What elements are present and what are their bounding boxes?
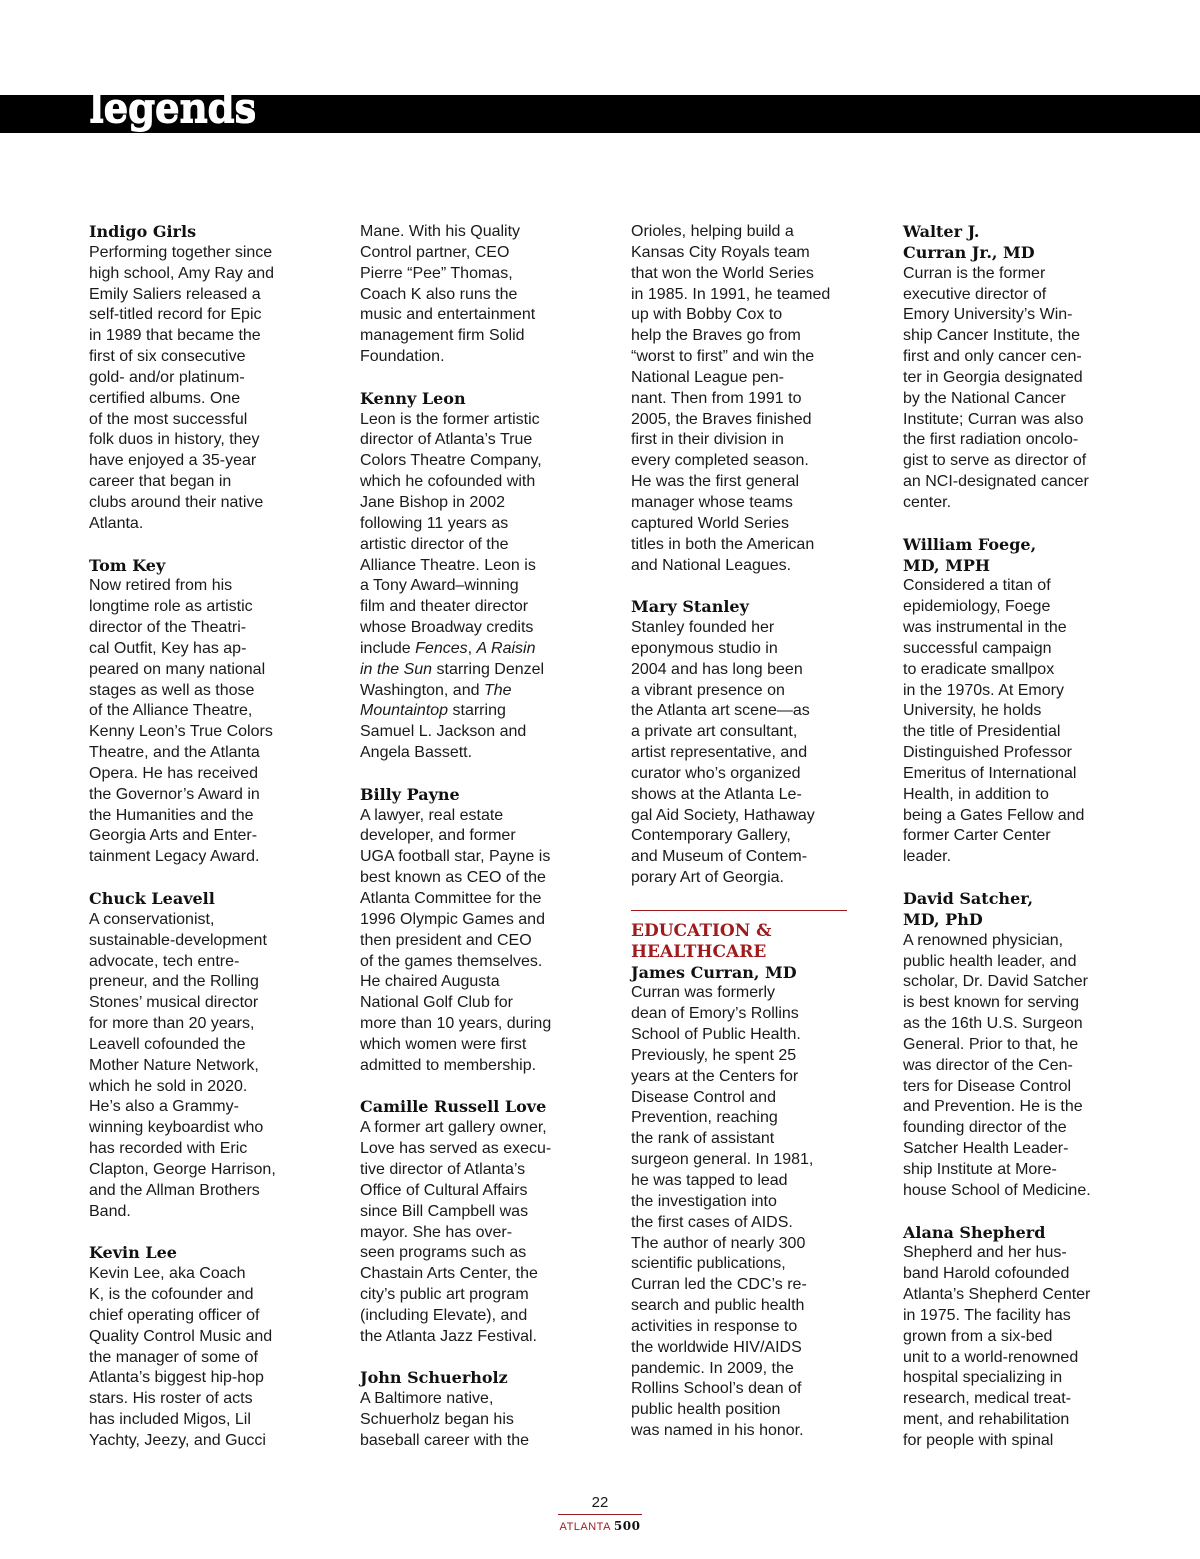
column-2 [360, 222, 576, 1473]
entry-indigo-girls [89, 222, 305, 535]
brand-text: ATLANTA [559, 1521, 611, 1533]
entry-name: James Curran, MD [631, 962, 797, 982]
entry-bio: A conservationist, sustainable-development advocate, tech entre- preneur, and the Rolling Stones’ musical director for more than 20 years, Leavell cofounded the Mother Nature Network, which he sold in 2020. He’s also a Grammy- winning keyboardist who has recorded with Eric Clapton, George Harrison, and the Allman Brothers Band. [89, 910, 276, 1220]
entry-bio: Now retired from his longtime role as artistic director of the Theatri- cal Outfit, Key has ap- peared on many national stages as well as those of the Alliance Theatre, Kenny Leon’s True Colors Theatre, and the Atlanta Opera. He has received the Governor’s Award in the Humanities and the Georgia Arts and Enter- tainment Legacy Award. [89, 577, 273, 866]
entry-name: Chuck Leavell [89, 889, 215, 908]
page-footer [0, 1494, 1200, 1535]
entry-walter-curran [903, 222, 1119, 514]
entry-kenny-leon [360, 389, 576, 764]
bio-title-italic: The Mountaintop [360, 681, 512, 720]
column-3 [631, 222, 847, 1463]
column-1 [89, 222, 305, 1473]
entry-billy-payne [360, 785, 576, 1077]
entry-bio: Curran is the former executive director of Emory University’s Win- ship Cancer Institute, the first and only cancer cen- ter in Georgia designated by the National Cancer Institute; Curran was also the first radiation oncolo- gist to serve as director of an NCI-designated cancer center. [903, 264, 1089, 511]
entry-camille-russell-love [360, 1097, 576, 1347]
entry-bio [360, 410, 576, 764]
bio-text: starring Denzel Washington, and [360, 660, 545, 699]
column-4 [903, 222, 1119, 1473]
brand-number: 500 [613, 1519, 641, 1533]
entry-bio: Considered a titan of epidemiology, Foege was instrumental in the successful campaign to eradicate smallpox in the 1970s. At Emory University, he holds the title of Presidential Distinguished Professor Emeritus of International Health, in addition to being a Gates Fellow and former Carter Center leader. [903, 577, 1085, 866]
entry-tom-key [89, 556, 305, 869]
bio-text: starring Samuel L. Jackson and Angela Bassett. [360, 702, 527, 762]
entry-william-foege [903, 535, 1119, 869]
entry-name: Alana Shepherd [903, 1222, 1046, 1242]
entry-bio: Orioles, helping build a Kansas City Royals team that won the World Series in 1985. In 1991, he teamed up with Bobby Cox to help the Braves go from “worst to first” and win the National League pen- nant. Then from 1991 to 2005, the Braves finished first in their division in every completed season. He was the first general manager whose teams captured World Series titles in both the American and National Leagues. [631, 223, 831, 574]
section-divider [631, 910, 847, 911]
section-heading-education-healthcare: EDUCATION & HEALTHCARE [631, 920, 772, 962]
entry-name: Mary Stanley [631, 597, 749, 617]
bio-title-italic: A Raisin in the Sun [360, 639, 536, 678]
entry-chuck-leavell [89, 889, 305, 1223]
entry-mary-stanley [631, 597, 847, 889]
bio-text: Leon is the former artistic director of Atlanta’s True Colors Theatre Company, which he cofounded with Jane Bishop in 2002 following 11 years as artistic director of the Alliance Theatre. Leon is a Tony Award–winning film and theater director whose Broadway credits include [360, 410, 542, 657]
bio-text: , [467, 639, 477, 657]
entry-bio: A lawyer, real estate developer, and former UGA football star, Payne is best known as CEO of the Atlanta Committee for the 1996 Olympic Games and then president and CEO of the games themselves. He chaired Augusta National Golf Club for more than 10 years, during which women were first admitted to membership. [360, 806, 552, 1074]
continued-text [631, 222, 847, 576]
entry-bio: Stanley founded her eponymous studio in 2004 and has long been a vibrant presence on the Atlanta art scene—as a private art consultant, artist representative, and curator who’s organized shows at the Atlanta Le- gal Aid Society, Hathaway Contemporary Gallery, and Museum of Contem- porary Art of Georgia. [631, 619, 815, 887]
page-number: 22 [591, 1494, 609, 1511]
entry-bio: Kevin Lee, aka Coach K, is the cofounder and chief operating officer of Quality Control Music and the manager of some of Atlanta’s biggest hip-hop stars. His roster of acts has included Migos, Lil Yachty, Jeezy, and Gucci [89, 1265, 273, 1449]
entry-bio: A Baltimore native, Schuerholz began his baseball career with the [360, 1390, 529, 1449]
entry-name: Kenny Leon [360, 388, 466, 408]
entry-name: David Satcher, MD, PhD [903, 889, 1034, 929]
entry-name: John Schuerholz [360, 1368, 508, 1388]
entry-name: Tom Key [89, 555, 166, 575]
bio-title-italic: Fences [415, 639, 468, 657]
entry-alana-shepherd [903, 1223, 1119, 1452]
entry-bio: Curran was formerly dean of Emory’s Rollins School of Public Health. Previously, he spent 25 years at the Centers for Disease Control and Prevention, reaching the rank of assistant surgeon general. In 1981, he was tapped to lead the investigation into the first cases of AIDS. The author of nearly 300 scientific publications, Curran led the CDC’s re- search and public health activities in response to the worldwide HIV/AIDS pandemic. In 2009, the Rollins School’s dean of public health position was named in his honor. [631, 984, 814, 1440]
entry-bio: A former art gallery owner, Love has served as execu- tive director of Atlanta’s Office of Cultural Affairs since Bill Campbell was mayor. She has over- seen programs such as Chastain Arts Center, the city’s public art program (including Elevate), and the Atlanta Jazz Festival. [360, 1119, 552, 1345]
entry-name: Walter J. Curran Jr., MD [903, 222, 1035, 262]
entry-bio: A renowned physician, public health leader, and scholar, Dr. David Satcher is best known for serving as the 16th U.S. Surgeon General. Prior to that, he was director of the Cen- ters for Disease Control and Prevention. He is the founding director of the Satcher Health Leader- ship Institute at More- house School of Medicine. [903, 931, 1091, 1199]
entry-david-satcher [903, 889, 1119, 1202]
footer-divider [558, 1514, 642, 1515]
entry-kevin-lee [89, 1243, 305, 1451]
entry-name: William Foege, MD, MPH [903, 534, 1037, 575]
entry-name: Camille Russell Love [360, 1097, 547, 1117]
entry-bio: Mane. With his Quality Control partner, CEO Pierre “Pee” Thomas, Coach K also runs the music and entertainment management firm Solid Foundation. [360, 223, 536, 366]
entry-bio: Shepherd and her hus- band Harold cofounded Atlanta’s Shepherd Center in 1975. The facility has grown from a six-bed unit to a world-renowned hospital specializing in research, medical treat- ment, and rehabilitation for people with spinal [903, 1244, 1091, 1449]
entry-name: Billy Payne [360, 784, 460, 804]
entry-name: Kevin Lee [89, 1243, 177, 1263]
entry-name: Indigo Girls [89, 222, 197, 241]
page-title: legends [89, 84, 256, 131]
entry-john-schuerholz [360, 1368, 576, 1451]
entry-james-curran [631, 963, 847, 1442]
entry-bio: Performing together since high school, Amy Ray and Emily Saliers released a self-titled record for Epic in 1989 that became the first of six consecutive gold- and/or platinum- certified albums. One of the most successful folk duos in history, they have enjoyed a 35-year career that began in clubs around their native Atlanta. [89, 243, 274, 532]
continued-text [360, 222, 576, 368]
publication-brand [560, 1521, 641, 1533]
